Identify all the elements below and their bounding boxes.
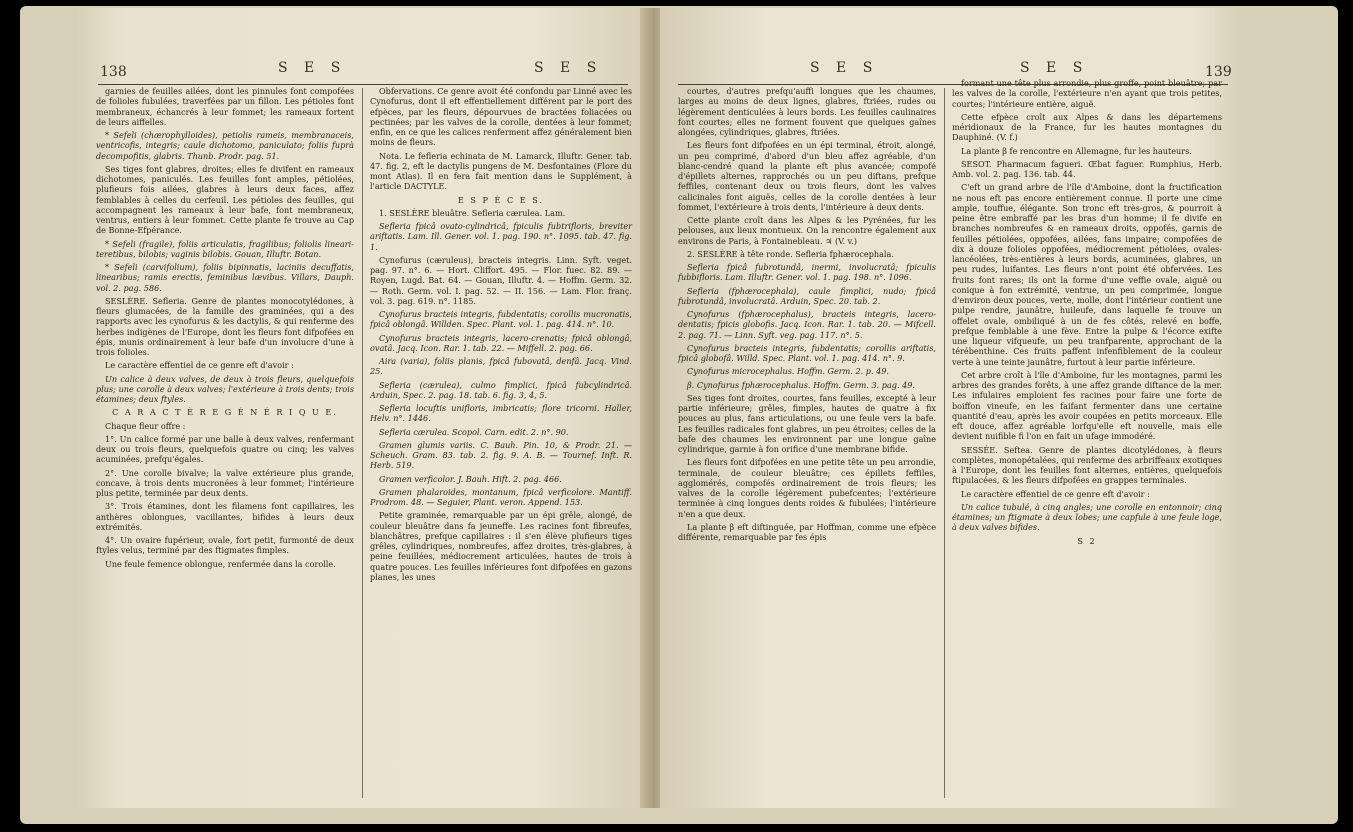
paragraph: SESLÈRE. Sefleria. Genre de plantes monocotylédones, à fleurs glumacées, de la famille des graminées, qui a des rapports avec les cynofurus & les dactylis, & qui renferme des herbes indigènes de l'Europe, dont les fleurs font difpofées en épis, munis ordinairement à leur bafe d'un involucre d'une à trois folioles. [96, 295, 354, 357]
paragraph: Le caractère effentiel de ce genre eft d'avoir : [105, 360, 294, 371]
right-col1 [678, 86, 936, 545]
paragraph: Le caractère effentiel de ce genre eft d'avoir : [961, 488, 1150, 499]
paragraph: 1. SESLÈRE bleuâtre. Sefleria cærulea. Lam. [379, 207, 566, 218]
paragraph: * Sefeli (chærophylloides), petiolis rameis, membranaceis, ventricofis, integris; caule dichotomo, paniculato; foliis fuprà decompofitis, glabris. Thunb. Prodr. pag. 51. [96, 130, 354, 161]
paragraph: Cynofurus bracteis integris, lacero-crenatis; fpicâ oblongâ, ovatâ. Jacq. Icon. Rar. 1. tab. 22. — Miffell. 2. pag. 66. [370, 332, 632, 353]
left-col2 [370, 86, 632, 585]
paragraph: Un calice à deux valves, de deux à trois fleurs, quelquefois plus; une corolle à deux valves; l'extérieure à trois dents; trois étamines; deux ftyles. [96, 373, 354, 404]
paragraph: 1°. Un calice formé par une balle à deux valves, renfermant deux ou trois fleurs, quelquefois quatre ou cinq; les valves acuminées, prefqu'égales. [96, 433, 354, 465]
paragraph: Les fleurs font difpofées en un épi terminal, étroit, alongé, un peu comprimé, d'abord d'un bleu affez agréable, d'un blanc-cendré quand la plante eft plus avancée; compofé d'épillets alternes, rapprochés ou un peu diftans, prefque feffiles, contenant deux ou trois fleurs, dont les valves calicinales font aiguës, celles de la corolle dentées à leur fommet, l'extérieure à trois dents, l'intérieure à deux dents. [678, 140, 936, 212]
paragraph: C'eft un grand arbre de l'île d'Amboine, dont la fructification ne nous eft pas encore entièrement connue. Il porte une cime ample, touffue, élégante. Son tronc eft très-gros, & pourroit à peine être embraffé par les bras d'un homme; il fe divife en branches nombreufes & en rameaux droits, oppofés, garnis de feuilles pétiolées, oppofées, ailées, fans impaire; compofées de dix à douze folioles oppofées, médiocrement pétiolées, ovales-lancéolées, très-entières à leurs bords, acuminées, glabres, un peu rudes, luifantes. Les fleurs n'ont point été obfervées. Les fruits font rares; ils ont la forme d'une veffie ovale, aiguë ou conique à fon extrémité, ventrue, un peu comprimée, longue d'environ deux pouces, verte, molle, dont l'intérieur contient une pulpe rendre, jaunâtre, huileufe, dans laquelle fe trouve un offelet ovale, ombiliqué à un de fes côtés, relevé en boffe, prefque femblable à une fève. Entre la pulpe & l'écorce exifte une liqueur vifqueufe, un peu tranfparente, approchant de la térébenthine. Ces fruits paffent infenfiblement de la couleur verte à une teinte jaunâtre, furtout à leur partie inférieure. [952, 182, 1222, 367]
paragraph: Nota. Le fefleria echinata de M. Lamarck, Illuftr. Gener. tab. 47. fig. 2, eft le dactylis pungens de M. Desfontaines (Flore du mont Atlas). Il en fera fait mention dans le Supplément, à l'article DACTYLE. [370, 150, 632, 192]
paragraph: Sefleria fpicâ fubrotundâ, inermi, involucratâ; fpiculis fubbifloris. Lam. Illuftr. Gener. vol. 1. pag. 198. n°. 1096. [678, 262, 936, 283]
right-col2 [952, 78, 1222, 549]
section-heading: E S P È C E S. [457, 194, 545, 205]
paragraph: Cette efpèce croît aux Alpes & dans les départemens méridionaux de la France, fur les hautes montagnes du Dauphiné. (V. f.) [952, 111, 1222, 143]
paragraph: La plante β fe rencontre en Allemagne, fur les hauteurs. [961, 145, 1192, 156]
paragraph: Sefleria fpicâ ovato-cylindricâ, fpiculis fubtrifloris, breviter ariftatis. Lam. Ill. Gener. vol. 1. pag. 190. n°. 1095. tab. 47. fig. 1. [370, 221, 632, 252]
signature-mark: S 2 [1077, 535, 1097, 546]
paragraph: Cynofurus (cæruleus), bracteis integris. Linn. Syft. veget. pag. 97. n°. 6. — Hort. Cliffort. 495. — Flor. fuec. 82. 89. — Royen, Lugd. Bat. 64. — Gouan, Illuftr. 4. — Hoffm. Germ. 32. — Roth. Germ. vol. I. pag. 52. — II. 156. — Lam. Flor. franç. vol. 3. pag. 619. n°. 1185. [370, 254, 632, 306]
paragraph: Ses tiges font glabres, droites; elles fe divifent en rameaux dichotomes, paniculés. Les feuilles font amples, pétiolées, plufieurs fois ailées, glabres à leurs deux faces, affez femblables à celles du cerfeuil. Les pétioles des feuilles, qui accompagnent les rameaux à leur bafe, font membraneux, ventrus, entiers à leur fommet. Cette plante fe trouve au Cap de Bonne-Efpérance. [96, 163, 354, 236]
paragraph: Petite graminée, remarquable par un épi grêle, alongé, de couleur bleuâtre dans fa jeuneffe. Les racines font fibreufes, blanchâtres, prefque capillaires : il s'en élève plufieurs tiges grêles, cylindriques, nombreufes, affez droites, très-glabres, à peine feuillées, médiocrement articulées, hautes de trois à quatre pouces. Les feuilles inférieures font difpofées en gazons planes, les unes [370, 510, 632, 582]
left-col1 [96, 86, 354, 572]
running-header-right: S E S [534, 60, 603, 76]
paragraph: 2°. Une corolle bivalve; la valve extérieure plus grande, concave, à trois dents mucronées à leur fommet; l'intérieure plus petite, terminée par deux dents. [96, 467, 354, 498]
left-page [78, 8, 648, 808]
paragraph: 4°. Un ovaire fupérieur, ovale, fort petit, furmonté de deux ftyles velus, terminé par des ftigmates fimples. [96, 535, 354, 556]
paragraph: courtes, d'autres prefqu'auffi longues que les chaumes, larges au moins de deux lignes, glabres, ftriées, rudes ou légèrement denticulées à leurs bords. Les feuilles caulinaires font courtes; elles ne forment fouvent que quelques gaînes alongées, cylindriques, glabres, ftriées. [678, 86, 936, 137]
paragraph: Cynofurus bracteis integris, fubdentatis; corollis ariftatis, fpicâ globofâ. Willd. Spec. Plant. vol. 1. pag. 414. n°. 9. [678, 342, 936, 363]
section-heading: C A R A C T È R E G É N É R I Q U E. [112, 407, 338, 418]
paragraph: Sefleria locuftis unifloris, imbricatis; flore tricorni. Haller, Helv. n°. 1446. [370, 403, 632, 424]
paragraph: * Sefeli (fragile), foliis articulatis, fragilibus; foliolis lineari-teretibus, bilobis; vaginis bilobis. Gouan, Illuftr. Botan. [96, 238, 354, 259]
paragraph: Une feule femence oblongue, renfermée dans la corolle. [105, 558, 336, 569]
column-divider [362, 88, 363, 798]
paragraph: Cynofurus bracteis integris, fubdentatis; corollis mucronatis, fpicâ oblongâ. Willden. Spec. Plant. vol. 1. pag. 414. n°. 10. [370, 309, 632, 330]
paragraph: Gramen phalaroides, montanum, fpicâ verficolore. Mantiff. Prodrom. 48. — Seguier, Plant. veron. Append. 153. [370, 486, 632, 507]
paragraph: Sefleria cærulea. Scopol. Carn. edit. 2. n°. 90. [379, 426, 569, 437]
header-rule [98, 84, 628, 85]
paragraph: Cet arbre croît à l'île d'Amboine, fur les montagnes, parmi les arbres des grandes forêts, à une affez grande diftance de la mer. Les infulaires emploient fes racines pour faire une forte de boiffon vineufe, en les faifant fermenter dans une certaine quantité d'eau, après les avoir coupées en petits morceaux. Elle eft douce, affez agréable lorfqu'elle eft nouvelle, mais elle devient nuifible fi l'on en fait un ufage immodéré. [952, 369, 1222, 442]
paragraph: Gramen verficolor. J. Bauh. Hift. 2. pag. 466. [379, 473, 562, 484]
paragraph: garnies de feuilles ailées, dont les pinnules font compofées de folioles fubulées, traverfées par un fillon. Les pétioles font membraneux, échancrés à leur fommet; les rameaux fortent de leurs aiffelles. [96, 86, 354, 127]
paragraph: β. Cynofurus fphærocephalus. Hoffm. Germ. 3. pag. 49. [687, 379, 916, 390]
paragraph: Un calice tubulé, à cinq angles; une corolle en entonnoir; cinq étamines; un ftigmate à deux lobes; une capfule à une feule loge, à deux valves bifides. [952, 501, 1222, 533]
paragraph: Sefleria (fphærocephala), caule fimplici, nudo; fpicâ fubrotundâ, involucratâ. Arduin, Spec. 20. tab. 2. [678, 285, 936, 306]
page-number: 138 [100, 64, 127, 80]
paragraph: Chaque fleur offre : [105, 420, 186, 431]
column-divider [944, 88, 945, 798]
paragraph: 3°. Trois étamines, dont les filamens font capillaires, les anthères oblongues, vacillantes, bifides à leurs deux extrémités. [96, 501, 354, 532]
paragraph: Cynofurus microcephalus. Hoffm. Germ. 2. p. 49. [687, 366, 889, 377]
running-header-right: S E S [1020, 60, 1089, 76]
paragraph: SESOT. Pharmacum fagueri. Œbat faguer. Rumphius, Herb. Amb. vol. 2. pag. 136. tab. 44. [952, 158, 1222, 179]
paragraph: SESSÉE. Seftea. Genre de plantes dicotylédones, à fleurs complètes, monopétalées, qui renferme des arbriffeaux exotiques à l'Europe, dont les feuilles font alternes, entières, quelquefois ftipulacées, & les fleurs difpofées en grappes terminales. [952, 444, 1222, 486]
page-number: 139 [1205, 64, 1232, 80]
running-header-left: S E S [810, 60, 879, 76]
paragraph: Obfervations. Ce genre avoit été confondu par Linné avec les Cynofurus, dont il eft effentiellement différent par le port des efpèces, par les fleurs, dépourvues de bractées foliacées ou pectinées; par les valves de la corolle, dentées à leur fommet; enfin, en ce que les calices renferment affez généralement bien moins de fleurs. [370, 86, 632, 148]
paragraph: Gramen glumis variis. C. Bauh. Pin. 10, & Prodr. 21. — Scheuch. Gram. 83. tab. 2. fig. 9. A. B. — Tournef. Inft. R. Herb. 519. [370, 439, 632, 471]
paragraph: Aira (varia), foliis planis, fpicâ fubovatâ, denfâ. Jacq. Vind. 25. [370, 356, 632, 377]
running-header-left: S E S [278, 60, 347, 76]
paragraph: La plante β eft diftinguée, par Hoffman, comme une efpèce différente, remarquable par fes épis [678, 521, 936, 542]
paragraph: Ses tiges font droites, courtes, fans feuilles, excepté à leur partie inférieure; grêles, fimples, hautes de quatre à fix pouces au plus, fans articulations, ou une feule vers la bafe. Les feuilles radicales font glabres, un peu étroites; celles de la bafe des chaumes les environnent par une longue gaîne cylindrique, garnie à fon orifice d'une membrane bifide. [678, 392, 936, 454]
paragraph: 2. SESLÈRE à tête ronde. Sefleria fphærocephala. [687, 248, 894, 259]
right-page [660, 8, 1240, 808]
paragraph: Cette plante croît dans les Alpes & les Pyrénées, fur les pelouses, aux lieux montueux. On la rencontre également aux environs de Paris, à Fontainebleau. ♃ (V. v.) [678, 215, 936, 246]
paragraph: Les fleurs font difpofées en une petite tête un peu arrondie, terminale, de couleur bleuâtre; ces épillets feffiles, agglomérés, compofés ordinairement de trois fleurs; les valves de la corolle légèrement pubefcentes; l'extérieure terminée à cinq longues dents roides & fubulées; l'intérieure n'en a que deux. [678, 457, 936, 519]
paragraph: * Sefeli (carvifolium), foliis bipinnatis, laciniis decuffatis, linearibus; ramis erectis, feminibus lævibus. Villars, Dauph. vol. 2. pag. 586. [96, 262, 354, 293]
paragraph: Cynofurus (fphærocephalus), bracteis integris, lacero-dentatis; fpicis globofis. Jacq. Icon. Rar. 1. tab. 20. — Mifcell. 2. pag. 71. — Linn. Syft. veg. pag. 117. n°. 5. [678, 309, 936, 340]
paragraph: Sefleria (cærulea), culmo fimplici, fpicâ fubcylindricâ. Arduin, Spec. 2. pag. 18. tab. 6. fig. 3, 4, 5. [370, 379, 632, 400]
paragraph: formant une tête plus arrondie, plus groffe, point bleuâtre; par les valves de la corolle, l'extérieure n'en ayant que trois petites, courtes; l'intérieure entière, aiguë. [952, 78, 1222, 109]
